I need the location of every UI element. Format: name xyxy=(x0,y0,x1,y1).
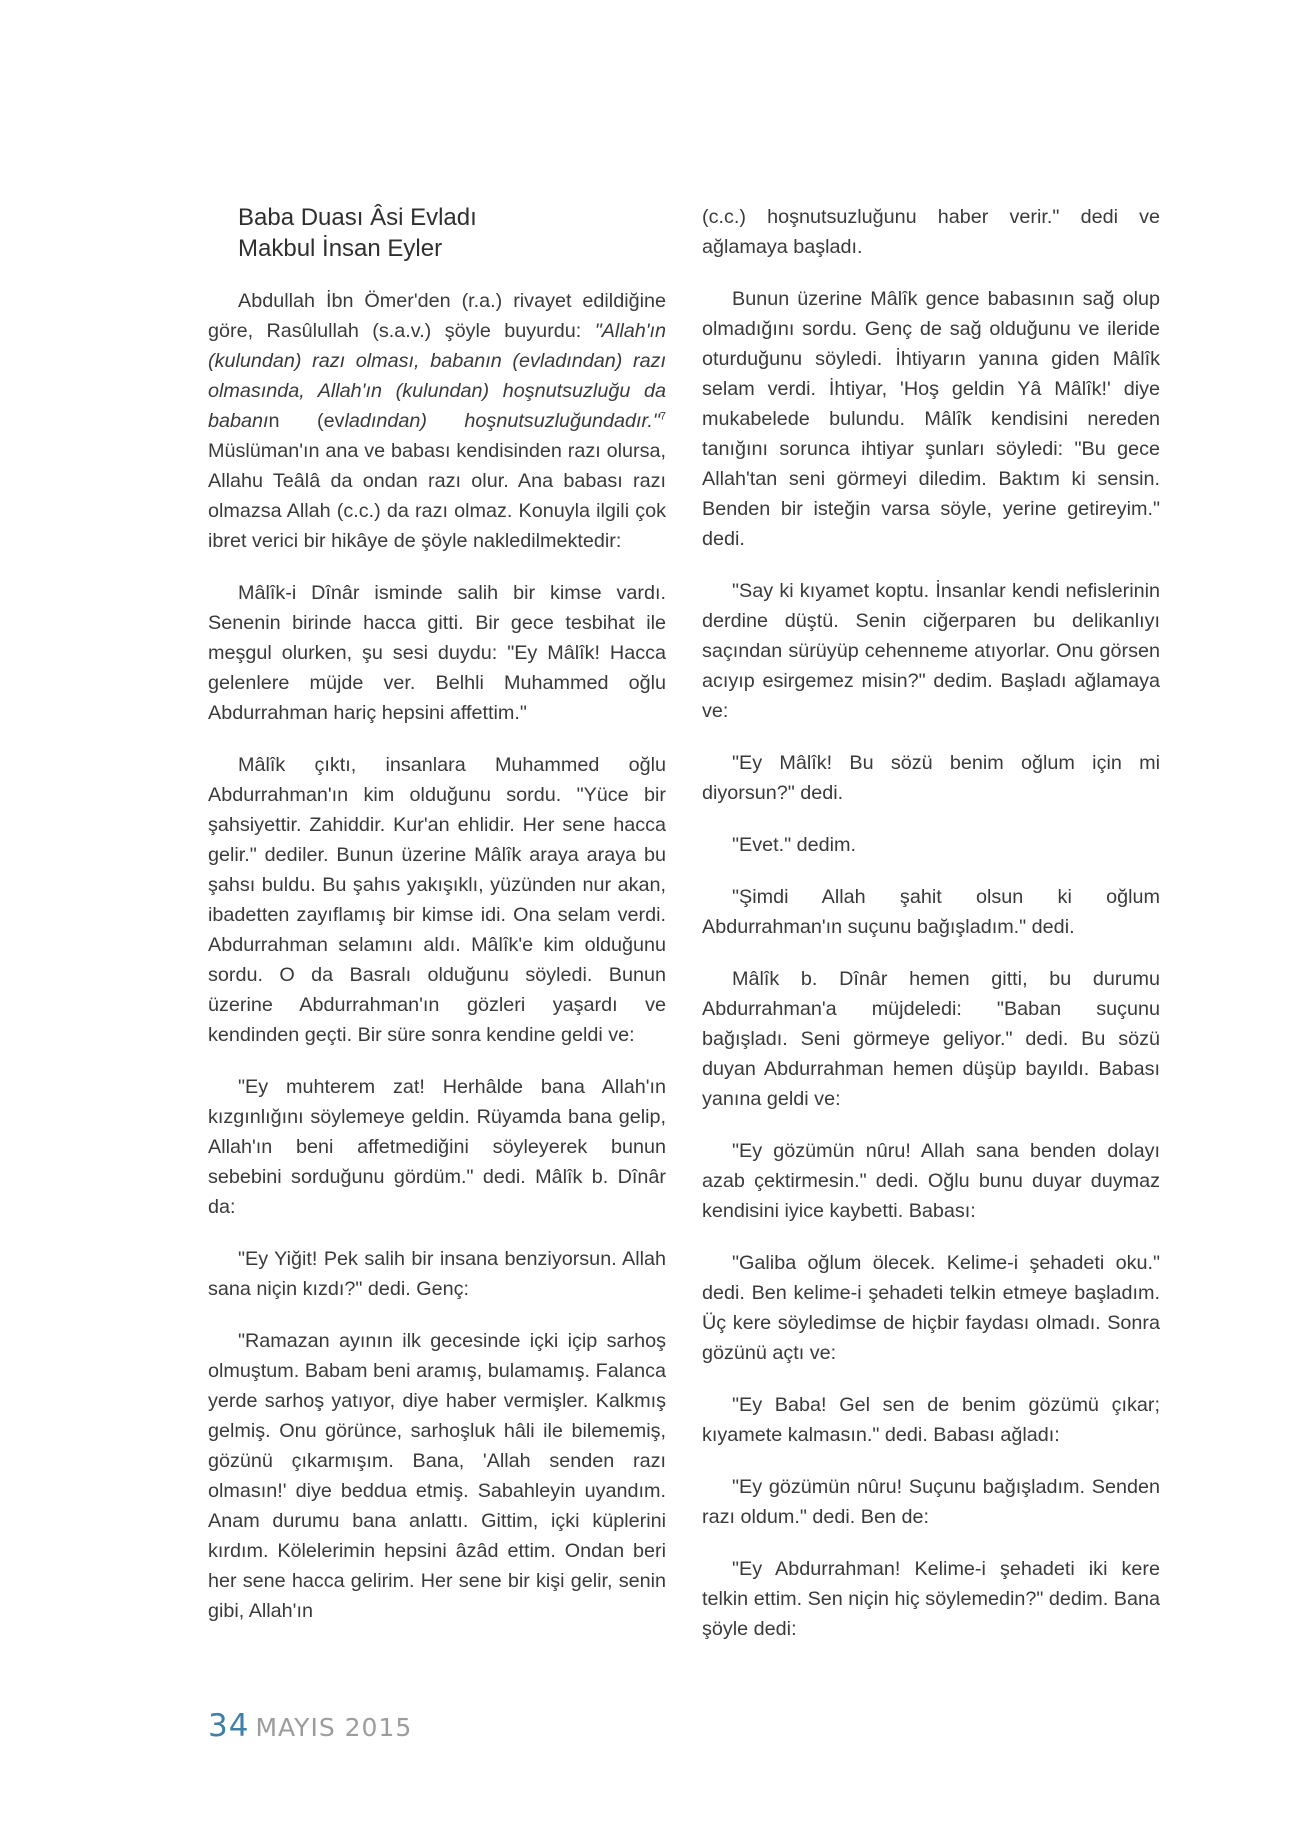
heading-line-1: Baba Duası Âsi Evladı xyxy=(238,204,477,231)
hadith-quote-c: ladından) hoşnutsuzluğundadır." xyxy=(344,410,660,432)
paragraph-7: (c.c.) hoşnutsuzluğunu haber verir." dedi ve ağlamaya başladı. xyxy=(702,206,1160,258)
issue-date: MAYIS 2015 xyxy=(255,1713,413,1742)
article-heading xyxy=(238,202,666,264)
paragraph-1-intro: Abdullah İbn Ömer'den (r.a.) rivayet edildiğine göre, Rasûlullah (s.a.v.) şöyle buyurdu: xyxy=(208,290,666,342)
paragraph-5: "Ey Yiğit! Pek salih bir insana benziyorsun. Allah sana niçin kızdı?" dedi. Genç: xyxy=(208,1248,666,1300)
paragraph-12: "Şimdi Allah şahit olsun ki oğlum Abdurrahman'ın suçunu bağışladım." dedi. xyxy=(702,886,1160,938)
paragraph-1 xyxy=(208,286,666,556)
paragraph-16: "Ey Baba! Gel sen de benim gözümü çıkar; kıyamete kalmasın." dedi. Babası ağladı: xyxy=(702,1394,1160,1446)
left-column xyxy=(208,202,666,1648)
paragraph-6: "Ramazan ayının ilk gecesinde içki içip sarhoş olmuştum. Babam beni aramış, bulamamış. Falanca yerde sarhoş yatıyor, diye haber vermişler. Kalkmış gelmiş. Onu görünce, sarhoşluk hâli ile bilememiş, gözünü çıkarmışım. Bana, 'Allah senden razı olmasın!' diye beddua etmiş. Sabahleyin uyandım. Anam durumu bana anlattı. Gittim, içki küplerini kırdım. Kölelerimin hepsini âzâd ettim. Ondan beri her sene hacca gelirim. Her sene bir kişi gelir, senin gibi, Allah'ın xyxy=(208,1330,666,1622)
paragraph-15: "Galiba oğlum ölecek. Kelime-i şehadeti oku." dedi. Ben kelime-i şehadeti telkin etmeye başladım. Üç kere söyledimse de hiçbir faydası olmadı. Sonra gözünü açtı ve: xyxy=(702,1252,1160,1364)
page-number: 34 xyxy=(208,1708,250,1744)
paragraph-9: "Say ki kıyamet koptu. İnsanlar kendi nefislerinin derdine düştü. Senin ciğerparen bu delikanlıyı saçından sürüyüp cehenneme atıyorlar. Onu görsen acıyıp esirgemez misin?" dedim. Başladı ağlamaya ve: xyxy=(702,580,1160,722)
paragraph-8: Bunun üzerine Mâlîk gence babasının sağ olup olmadığını sordu. Genç de sağ olduğunu ve ileride oturduğunu söyledi. İhtiyarın yanına giden Mâlîk selam verdi. İhtiyar, 'Hoş geldin Yâ Mâlîk!' diye mukabelede bulundu. Mâlîk kendisini nereden tanığını sorunca ihtiyar şunları söyledi: "Bu gece Allah'tan seni görmeyi diledim. Baktım ki sensin. Benden bir isteğin varsa söyle, yerine getireyim." dedi. xyxy=(702,288,1160,550)
paragraph-18: "Ey Abdurrahman! Kelime-i şehadeti iki kere telkin ettim. Sen niçin hiç söylemedin?" dedim. Bana şöyle dedi: xyxy=(702,1558,1160,1640)
paragraph-14: "Ey gözümün nûru! Allah sana benden dolayı azab çektirmesin." dedi. Oğlu bunu duyar duymaz kendisini iyice kaybetti. Babası: xyxy=(702,1140,1160,1222)
footnote-ref: 7 xyxy=(659,410,666,423)
page-footer xyxy=(208,1708,412,1744)
hadith-quote-a: "Allah'ın (kulundan) razı olması, babanın (evladından) razı olmasında, Allah'ın (kulundan) hoşnutsuzluğu da babanı xyxy=(208,320,666,432)
right-column xyxy=(702,202,1160,1666)
heading-line-2: Makbul İnsan Eyler xyxy=(238,235,443,262)
paragraph-13: Mâlîk b. Dînâr hemen gitti, bu durumu Abdurrahman'a müjdeledi: "Baban suçunu bağışladı. Seni görmeye geliyor." dedi. Bu sözü duyan Abdurrahman hemen düşüp bayıldı. Babası yanına geldi ve: xyxy=(702,968,1160,1110)
paragraph-3: Mâlîk çıktı, insanlara Muhammed oğlu Abdurrahman'ın kim olduğunu sordu. "Yüce bir şahsiyettir. Zahiddir. Kur'an ehlidir. Her sene hacca gelir." dediler. Bunun üzerine Mâlîk araya araya bu şahsı buldu. Bu şahıs yakışıklı, yüzünden nur akan, ibadetten zayıflamış bir kimse idi. Ona selam verdi. Abdurrahman selamını aldı. Mâlîk'e kim olduğunu sordu. O da Basralı olduğunu söyledi. Bunun üzerine Abdurrahman'ın gözleri yaşardı ve kendinden geçti. Bir süre sonra kendine geldi ve: xyxy=(208,754,666,1046)
paragraph-2: Mâlîk-i Dînâr isminde salih bir kimse vardı. Senenin birinde hacca gitti. Bir gece tesbihat ile meşgul olurken, şu sesi duydu: "Ey Mâlîk! Hacca gelenlere müjde ver. Belhli Muhammed oğlu Abdurrahman hariç hepsini affettim." xyxy=(208,582,666,724)
paragraph-10: "Ey Mâlîk! Bu sözü benim oğlum için mi diyorsun?" dedi. xyxy=(702,752,1160,804)
paragraph-4: "Ey muhterem zat! Herhâlde bana Allah'ın kızgınlığını söylemeye geldin. Rüyamda bana gelip, Allah'ın beni affetmediğini söyleyerek bunun sebebini sorduğunu gördüm." dedi. Mâlîk b. Dînâr da: xyxy=(208,1076,666,1218)
paragraph-1-rest: Müslüman'ın ana ve babası kendisinden razı olursa, Allahu Teâlâ da ondan razı olur. Ana babası razı olmazsa Allah (c.c.) da razı olmaz. Konuyla ilgili çok ibret verici bir hikâye de şöyle nakledilmektedir: xyxy=(208,440,666,552)
paragraph-11: "Evet." dedim. xyxy=(732,834,856,856)
hadith-quote-b: n (ev xyxy=(268,410,345,432)
paragraph-17: "Ey gözümün nûru! Suçunu bağışladım. Senden razı oldum." dedi. Ben de: xyxy=(702,1476,1160,1528)
